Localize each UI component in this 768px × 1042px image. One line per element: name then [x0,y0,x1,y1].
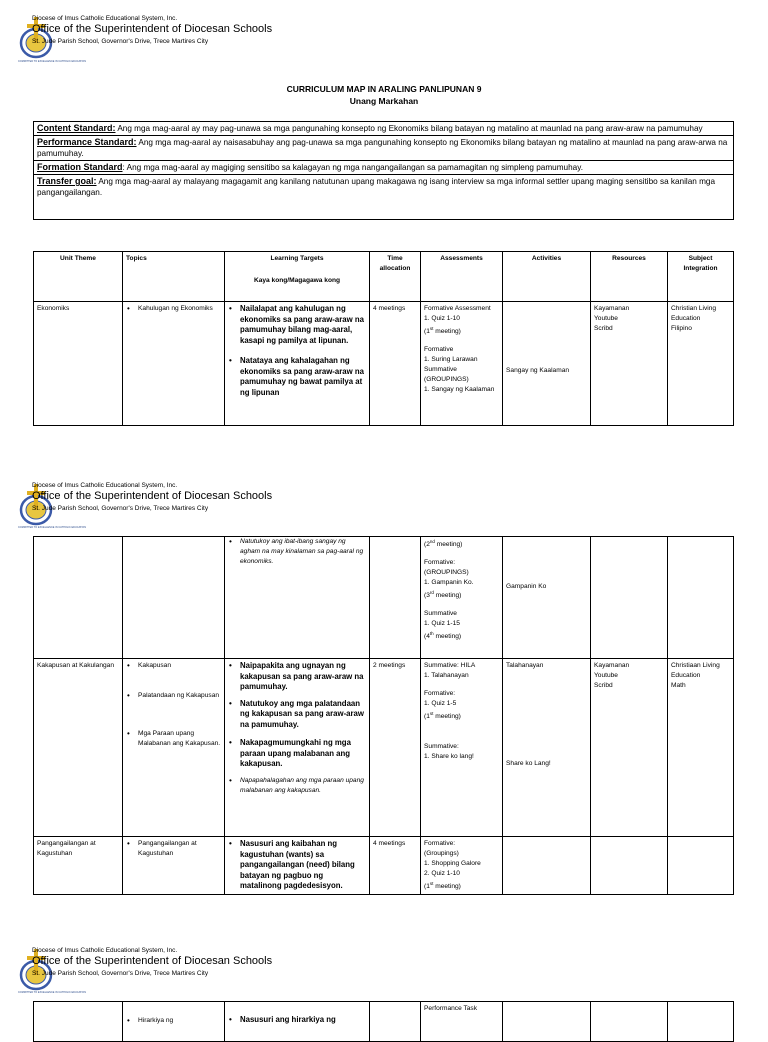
ordinal-sup: st [429,711,434,716]
doc-subtitle: Unang Markahan [349,96,419,106]
targets-cell [225,659,370,837]
target-item: • Natataya ang kahalagahan ng ekonomiks sa pang araw-araw na pamumuhay ng bawat pamilya at ng lipunan [240,356,366,398]
assessment-line: (Groupings) [424,850,459,857]
header-line-1: Diocese of Imus Catholic Educational System, Inc. [32,947,178,954]
targets-cell [225,302,370,426]
assessment-text: (1 [424,883,430,891]
assessment-line: 1. Talahanayan [424,672,469,679]
assessment-line: Summative: [424,743,459,751]
assessment-line: 1. Quiz 1-15 [424,620,460,628]
content-standard-text: Ang mga mag-aaral ay may pag-unawa sa mga pangunahing konsepto ng Ekonomiks bilang batayan ng matalino at maunlad na pang araw-araw na pamumuhay [115,124,703,133]
assessment-line: 1. Suring Larawan [424,356,478,364]
curriculum-table-page-2 [33,536,734,895]
resources-cell [591,302,668,426]
assessment-line: Formative Assessment [424,305,491,312]
assessment-line: (GROUPINGS) [424,569,469,577]
col-assessments: Assessments [421,252,503,302]
unit-theme-cell [34,1002,123,1042]
resource-item: Youtube [594,315,618,322]
activity-text: Sangay ng Kaalaman [506,367,570,374]
assessment-text: meeting) [433,592,462,600]
assessments-cell [421,302,503,426]
ordinal-sup: th [429,631,434,637]
resources-cell [591,537,668,659]
integration-cell [668,1002,734,1042]
time-cell [370,1002,421,1042]
ordinal-sup: rd [429,590,434,596]
topic-item: • Pangangailangan at Kagustuhan [138,839,221,859]
col-activities: Activities [503,252,591,302]
assessment-line [424,324,499,337]
topic-item: • Kakapusan [138,661,221,671]
assessment-text: meeting) [433,633,462,641]
integration-item: Math [671,682,686,689]
activity-text: Gampanin Ko [506,583,547,590]
assessment-line: Formative: [424,690,456,697]
assessment-line [424,629,499,642]
resource-item: Youtube [594,672,618,679]
assessment-line: 1. Share ko lang! [424,753,474,761]
ordinal-sup: st [429,881,434,886]
assessment-line: Summative: HILA [424,662,476,669]
kaya-kong-label: Kaya kong/Magagawa kong [253,277,341,284]
page-header [18,947,398,997]
curriculum-table-page-1 [33,251,734,426]
topic-item: • Hirarkiya ng [138,1016,221,1026]
transfer-goal [34,175,733,219]
assessment-text: meeting) [433,883,461,891]
header-office-title: Office of the Superintendent of Diocesan Schools [32,955,273,967]
performance-standard-label: Performance Standard: [37,137,137,147]
assessment-line [424,537,499,550]
assessments-cell [421,537,503,659]
topic-item: • Palatandaan ng Kakapusan [138,691,221,701]
topics-cell [123,537,225,659]
resources-cell [591,659,668,837]
target-item: • Nasusuri ang hirarkiya ng [240,1015,366,1026]
col-topics: Topics [123,252,225,302]
ordinal-sup: nd [429,539,435,544]
header-line-1: Diocese of Imus Catholic Educational System, Inc. [32,15,178,22]
learning-targets-label: Learning Targets [270,255,324,262]
assessment-text: meeting) [433,328,461,336]
target-item: • Napapahalagahan ang mga paraan upang malabanan ang kakapusan. [240,776,366,796]
header-line-3: St. Jude Parish School, Governor's Drive, Trece Martires City [32,505,209,512]
activity-text: Share ko Lang! [506,760,551,767]
topics-cell [123,302,225,426]
target-item: • Naipapakita ang ugnayan ng kakapusan sa pang araw-araw na pamumuhay. [240,661,366,693]
integration-cell [668,537,734,659]
transfer-goal-label: Transfer goal: [37,176,97,186]
formation-standard-text: : Ang mga mag-aaral ay magiging sensitibo sa kalagayan ng mga nangangailangan sa pamamagitan ng simpleng pamumuhay. [122,163,583,172]
resources-cell [591,1002,668,1042]
table-row [34,659,734,837]
target-item: • Natutukoy ang mga palatandaan ng kakapusan sa pang araw-araw na pamumuhay. [240,699,366,731]
resource-item: Kayamanan [594,305,630,312]
target-item: • Natutukoy ang ibat-ibang sangay ng agham na may kinalaman sa pag-aaral ng ekonomiks. [240,537,366,567]
time-cell [370,537,421,659]
resources-cell [591,837,668,895]
topics-cell [123,837,225,895]
time-cell: 4 meetings [370,302,421,426]
ordinal-sup: st [429,326,434,331]
performance-standard-text: Ang mga mag-aaral ay naisasabuhay ang pag-unawa sa mga pangunahing konsepto ng Ekonomiks bilang batayan ng matalino at maunlad na pang araw-arwa na pamumuhay. [37,138,728,158]
header-office-title: Office of the Superintendent of Diocesan Schools [32,23,273,35]
assessment-line [424,588,499,601]
table-row [34,837,734,895]
assessments-cell [421,837,503,895]
header-office-title: Office of the Superintendent of Diocesan Schools [32,490,273,502]
page-header [18,482,398,532]
col-learning-targets [225,252,370,302]
assessment-text: meeting) [434,541,463,549]
assessment-text: (1 [424,713,430,721]
activities-cell [503,659,591,837]
assessment-line: Summative [424,366,457,374]
assessment-line: 1. Sangay ng Kaalaman [424,386,495,394]
assessment-line: 2. Quiz 1-10 [424,870,460,877]
assessments-cell: Performance Task [421,1002,503,1042]
targets-cell [225,537,370,659]
col-time: Time allocation [370,252,421,302]
topic-item: • Mga Paraan upang Malabanan ang Kakapusan. [138,729,221,749]
assessment-line: 1. Quiz 1-10 [424,315,460,322]
target-item: • Nakapagmumungkahi ng mga paraan upang malabanan ang kakapusan. [240,738,366,770]
integration-cell [668,302,734,426]
header-motto: COMMITTED TO EXCELLENCE IN CATHOLIC EDUCATION [18,991,87,994]
target-item: • Nasusuri ang kaibahan ng kagustuhan (wants) sa pangangailangan (need) bilang batayan ng pagbuo ng matalinong pagdedesisyon. [240,839,366,892]
activities-cell [503,837,591,895]
content-standard [34,122,733,136]
activities-cell [503,1002,591,1042]
activity-text: Talahanayan [506,662,544,669]
assessments-cell [421,659,503,837]
unit-theme-cell [34,537,123,659]
table-row [34,1002,734,1042]
integration-item: Filipino [671,325,692,332]
resource-item: Kayamanan [594,662,630,669]
topics-cell [123,1002,225,1042]
col-integration: Subject Integration [668,252,734,302]
header-motto: COMMITTED TO EXCELLENCE IN CATHOLIC EDUCATION [18,526,87,529]
table-row [34,302,734,426]
topic-item: • Kahulugan ng Ekonomiks [138,304,221,314]
standards-box [33,121,734,220]
unit-theme-cell: Pangangailangan at Kagustuhan [34,837,123,895]
assessment-line: Formative [424,346,454,354]
formation-standard [34,161,733,175]
unit-theme-cell: Ekonomiks [34,302,123,426]
content-standard-label: Content Standard: [37,123,116,133]
targets-cell [225,1002,370,1042]
targets-cell [225,837,370,895]
time-cell: 4 meetings [370,837,421,895]
assessment-line: 1. Gampanin Ko. [424,579,474,587]
header-line-3: St. Jude Parish School, Governor's Drive, Trece Martires City [32,38,209,45]
performance-standard [34,136,733,161]
assessment-line: (GROUPINGS) [424,376,469,384]
table-header-row [34,252,734,302]
curriculum-table-page-3 [33,1001,734,1042]
header-line-3: St. Jude Parish School, Governor's Drive, Trece Martires City [32,970,209,977]
transfer-goal-text: Ang mga mag-aaral ay malayang magagamit ang kanilang natutunan upang makagawa ng isang interview sa mga informal settler upang maging sensitibo sa kanilan mga pangangailangan. [37,177,716,197]
unit-theme-cell: Kakapusan at Kakulangan [34,659,123,837]
integration-item: Christian Living Education [671,305,717,322]
assessment-line [424,709,499,722]
assessment-text: (1 [424,328,430,336]
resource-item: Scribd [594,682,613,689]
assessment-line: 1. Shopping Galore [424,860,481,867]
resource-item: Scribd [594,325,613,332]
col-resources: Resources [591,252,668,302]
assessment-line [424,879,499,892]
integration-item: Christiaan Living Education [671,662,720,679]
col-unit-theme: Unit Theme [34,252,123,302]
assessment-line: 1. Quiz 1-5 [424,700,457,707]
assessment-line: Formative: [424,559,456,567]
header-line-1: Diocese of Imus Catholic Educational System, Inc. [32,482,178,489]
target-item: • Nailalapat ang kahulugan ng ekonomiks sa pang araw-araw na pamumuhay bilang mag-aaral, kasapi ng pamilya at lipunan. [240,304,366,346]
activities-cell [503,537,591,659]
assessment-text: meeting) [433,713,461,721]
activities-cell [503,302,591,426]
assessment-line: Summative [424,610,457,618]
assessment-text: (4 [424,633,430,641]
integration-cell [668,837,734,895]
time-cell: 2 meetings [370,659,421,837]
assessment-text: (3 [424,592,430,600]
table-row [34,537,734,659]
page-header [18,15,398,65]
doc-title: CURRICULUM MAP IN ARALING PANLIPUNAN 9 [286,84,482,94]
assessment-line: Formative: [424,840,456,847]
formation-standard-label: Formation Standard [37,162,123,172]
header-motto: COMMITTED TO EXCELLENCE IN CATHOLIC EDUCATION [18,60,87,63]
assessment-text: (2 [424,541,430,549]
topics-cell [123,659,225,837]
integration-cell [668,659,734,837]
